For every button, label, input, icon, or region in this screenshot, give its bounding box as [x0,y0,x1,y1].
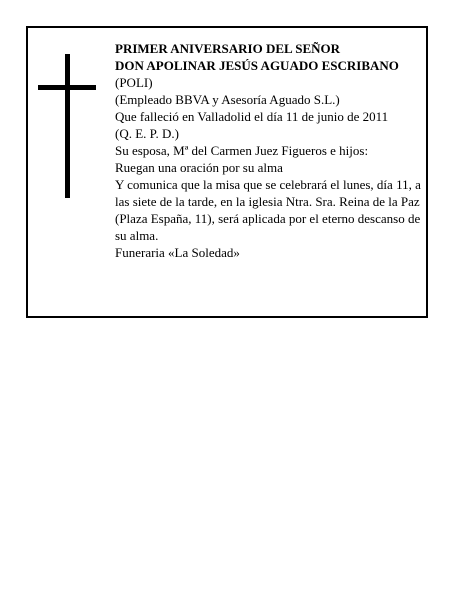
nickname: (POLI) [115,75,153,90]
prayer-request: Ruegan una oración por su alma [115,160,283,175]
death-info: Que falleció en Valladolid el día 11 de junio de 2011 [115,109,389,124]
obituary-notice [26,26,428,318]
cross-vertical-bar [65,54,70,198]
employment-info: (Empleado BBVA y Asesoría Aguado S.L.) [115,92,340,107]
cross-icon [38,54,96,198]
rip-text: (Q. E. P. D.) [115,126,179,141]
mass-info: Y comunica que la misa que se celebrará el lunes, día 11, a las siete de la tarde, en la iglesia Ntra. Sra. Reina de la Paz (Plaza España, 11), será aplicada por el eterno descanso de su alma. [115,177,421,243]
notice-text [115,40,425,261]
funeral-home: Funeraria «La Soledad» [115,245,240,260]
notice-title-line-2: DON APOLINAR JESÚS AGUADO ESCRIBANO [115,58,399,73]
family-info: Su esposa, Mª del Carmen Juez Figueros e hijos: [115,143,369,158]
notice-title-line-1: PRIMER ANIVERSARIO DEL SEÑOR [115,41,341,56]
cross-horizontal-bar [38,85,96,90]
